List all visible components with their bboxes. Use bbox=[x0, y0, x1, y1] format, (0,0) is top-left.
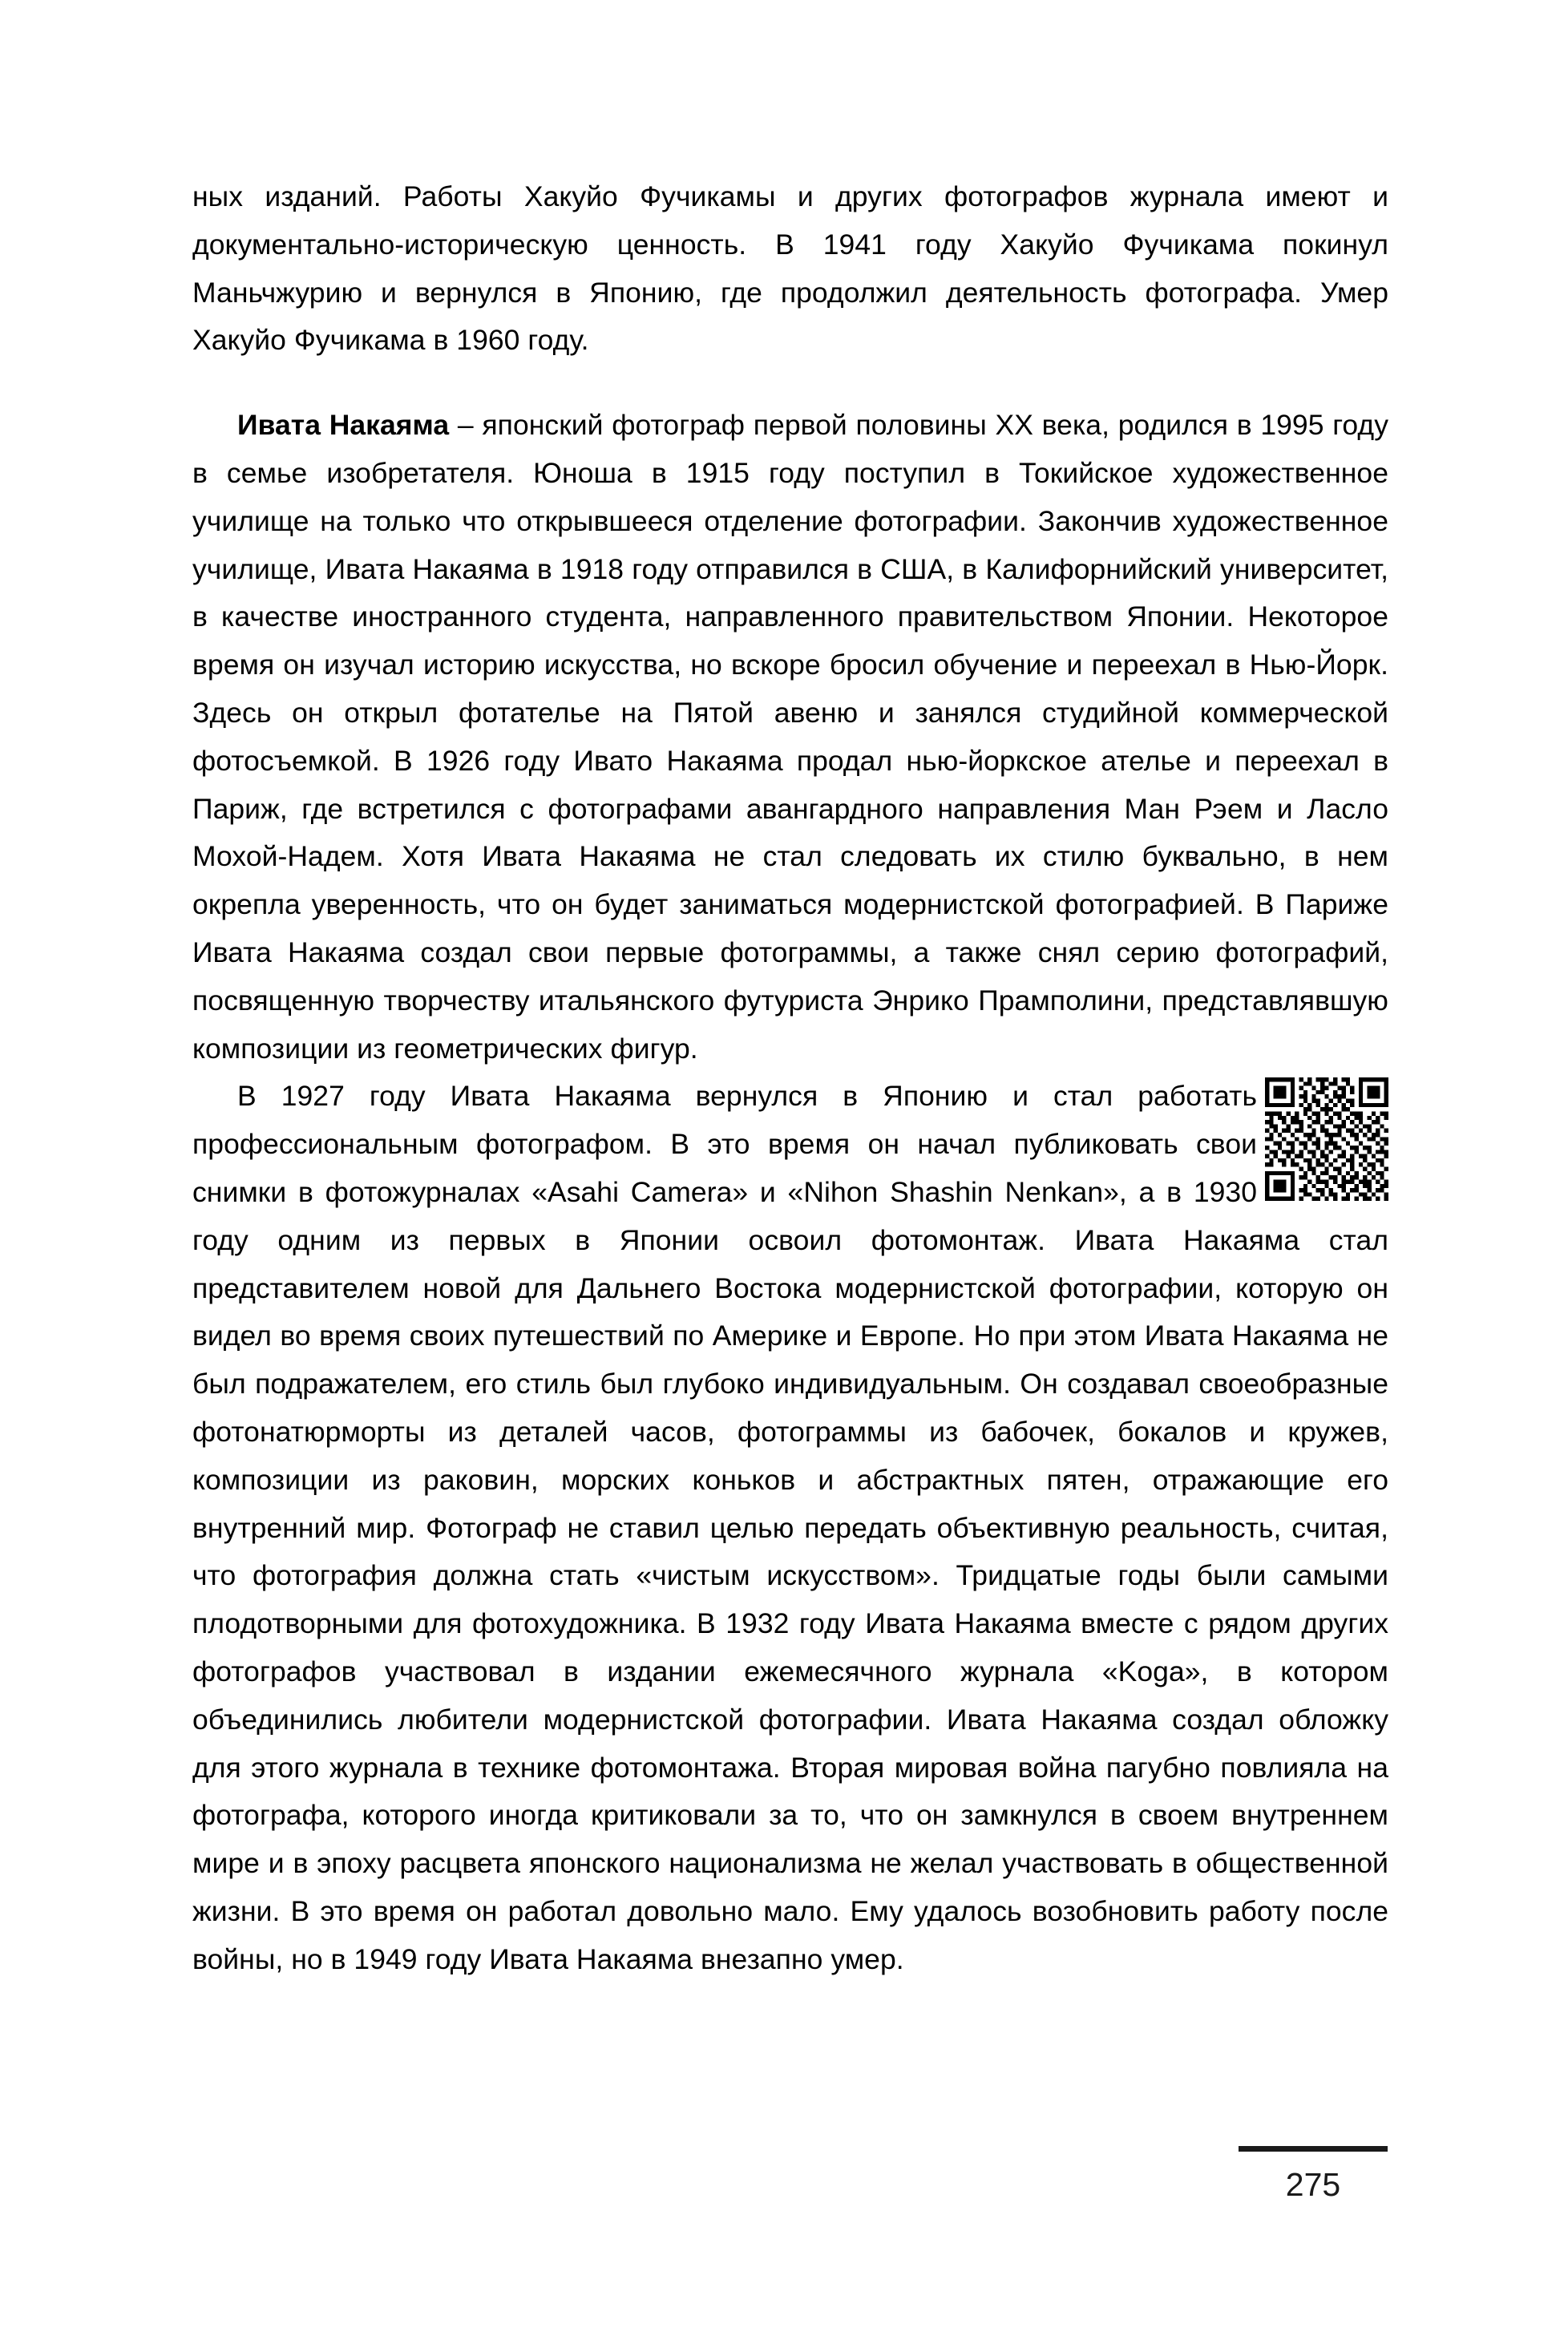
page-number: 275 bbox=[1285, 2166, 1341, 2203]
text-column bbox=[192, 173, 1388, 1983]
lead-name-ivata-nakayama: Ивата Накаяма bbox=[237, 409, 450, 442]
qr-code bbox=[1265, 1077, 1388, 1201]
paragraph-1: ных изданий. Работы Хакуйо Фучикамы и других фотографов журнала имеют и документально-историческую ценность. В 1941 году Хакуйо Фучикама покинул Маньчжурию и вернулся в Японию, где продолжил деятельность фотографа. Умер Хакуйо Фучикама в 1960 году. bbox=[192, 180, 1388, 357]
paragraph-3-body: В 1927 году Ивата Накаяма вернулся в Японию и стал работать профессиональным фотографом. В это время он начал публиковать свои снимки в фотожурналах «Asahi Camera» и «Nihon Shashin Nenkan», а в 1930 году одним из первых в Японии освоил фотомонтаж. Ивата Накаяма стал представителем новой для Дальнего Востока модернистской фотографии, которую он видел во время своих путешествий по Америке и Европе. Но при этом Ивата Накаяма не был подражателем, его стиль был глубоко индивидуальным. Он создавал своеобразные фотонатюрморты из деталей часов, фотограммы из бабочек, бокалов и кружев, композиции из раковин, морских коньков и абстрактных пятен, отражающие его внутренний мир. Фотограф не ставил целью передать объективную реальность, считая, что фотография должна стать «чистым искусством». Тридцатые годы были самыми плодотворными для фотохудожника. В 1932 году Ивата Накаяма вместе с рядом других фотографов участвовал в издании ежемесячного журнала «Koga», в котором объединились любители модернистской фотографии. Ивата Накаяма создал обложку для этого журнала в технике фотомонтажа. Вторая мировая война пагубно повлияла на фотографа, которого иногда критиковали за то, что он замкнулся в своем внутреннем мире и в эпоху расцвета японского национализма не желал участвовать в общественной жизни. В это время он работал довольно мало. Ему удалось возобновить работу после войны, но в 1949 году Ивата Накаяма внезапно умер. bbox=[192, 1080, 1388, 1975]
paragraph-2-body: – японский фотограф первой половины ХХ века, родился в 1995 году в семье изобретателя. Юноша в 1915 году поступил в Токийское художественное училище на только что открывшееся отделение фотографии. Закончив художественное училище, Ивата Накаяма в 1918 году отправился в США, в Калифорнийский университет, в качестве иностранного студента, направленного правительством Японии. Некоторое время он изучал историю искусства, но вскоре бросил обучение и переехал в Нью-Йорк. Здесь он открыл фотателье на Пятой авеню и занялся студийной коммерческой фотосъемкой. В 1926 году Ивато Накаяма продал нью-йоркское ателье и переехал в Париж, где встретился с фотографами авангардного направления Ман Рэем и Ласло Мохой-Надем. Хотя Ивата Накаяма не стал следовать их стилю буквально, в нем окрепла уверенность, что он будет заниматься модернистской фотографией. В Париже Ивата Накаяма создал свои первые фотограммы, а также снял серию фотографий, посвященную творчеству итальянского футуриста Энрико Прамполини, представлявшую композиции из геометрических фигур. bbox=[192, 409, 1388, 1065]
paragraph-2 bbox=[192, 402, 1388, 1073]
paragraph-3 bbox=[192, 1073, 1388, 1983]
page-footer bbox=[0, 2124, 1568, 2269]
footer-rule bbox=[1239, 2146, 1388, 2152]
